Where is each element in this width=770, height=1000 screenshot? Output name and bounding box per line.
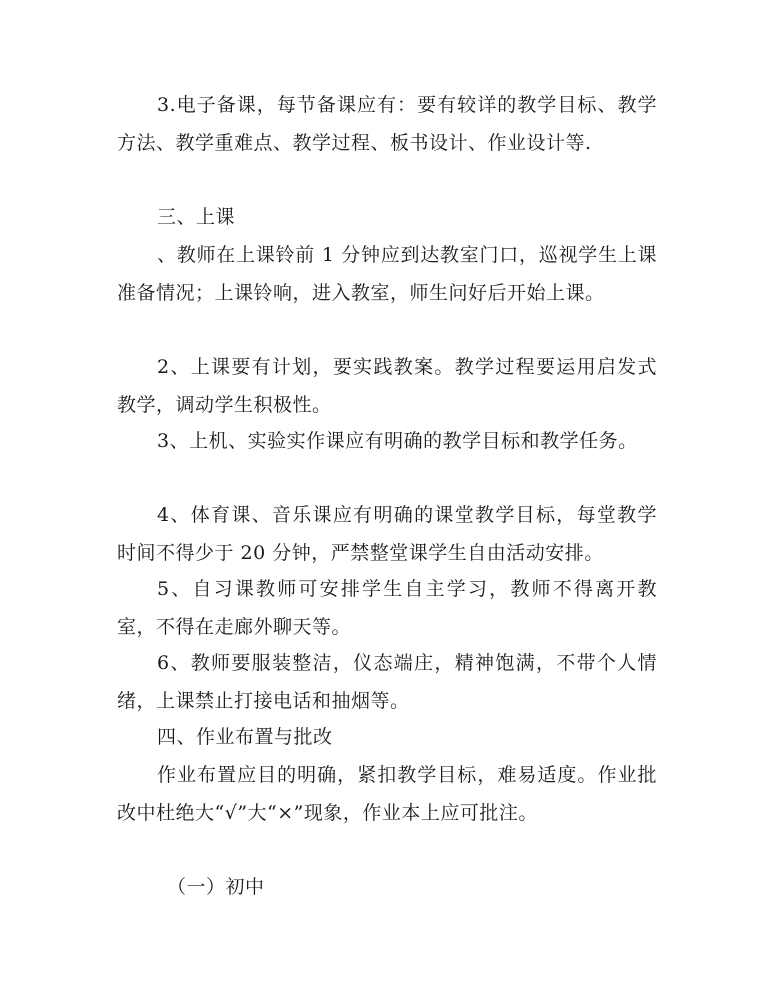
subsection-heading-junior-high: （一）初中 [167, 876, 265, 898]
paragraph-class-item-6: 6、教师要服装整洁，仪态端庄，精神饱满，不带个人情绪，上课禁止打接电话和抽烟等。 [117, 652, 657, 712]
paragraph-class-item-2: 2、上课要有计划，要实践教案。教学过程要运用启发式教学，调动学生积极性。 [117, 356, 657, 416]
paragraph-class-item-4: 4、体育课、音乐课应有明确的课堂教学目标，每堂教学时间不得少于 20 分钟，严禁整堂课学生自由活动安排。 [117, 504, 657, 564]
paragraph-electronic-lesson-prep: 3.电子备课，每节备课应有：要有较详的教学目标、教学方法、教学重难点、教学过程、板书设计、作业设计等. [117, 94, 657, 154]
paragraph-class-item-3: 3、上机、实验实作课应有明确的教学目标和教学任务。 [157, 430, 638, 452]
section-heading-homework: 四、作业布置与批改 [157, 726, 333, 748]
section-heading-classes: 三、上课 [157, 206, 236, 228]
paragraph-homework: 作业布置应目的明确，紧扣教学目标，难易适度。作业批改中杜绝大“√”大“×”现象，作业本上应可批注。 [117, 764, 657, 824]
paragraph-class-item-1: 、教师在上课铃前 1 分钟应到达教室门口，巡视学生上课准备情况；上课铃响，进入教室，师生问好后开始上课。 [117, 244, 657, 304]
paragraph-class-item-5: 5、自习课教师可安排学生自主学习，教师不得离开教室，不得在走廊外聊天等。 [117, 578, 657, 638]
